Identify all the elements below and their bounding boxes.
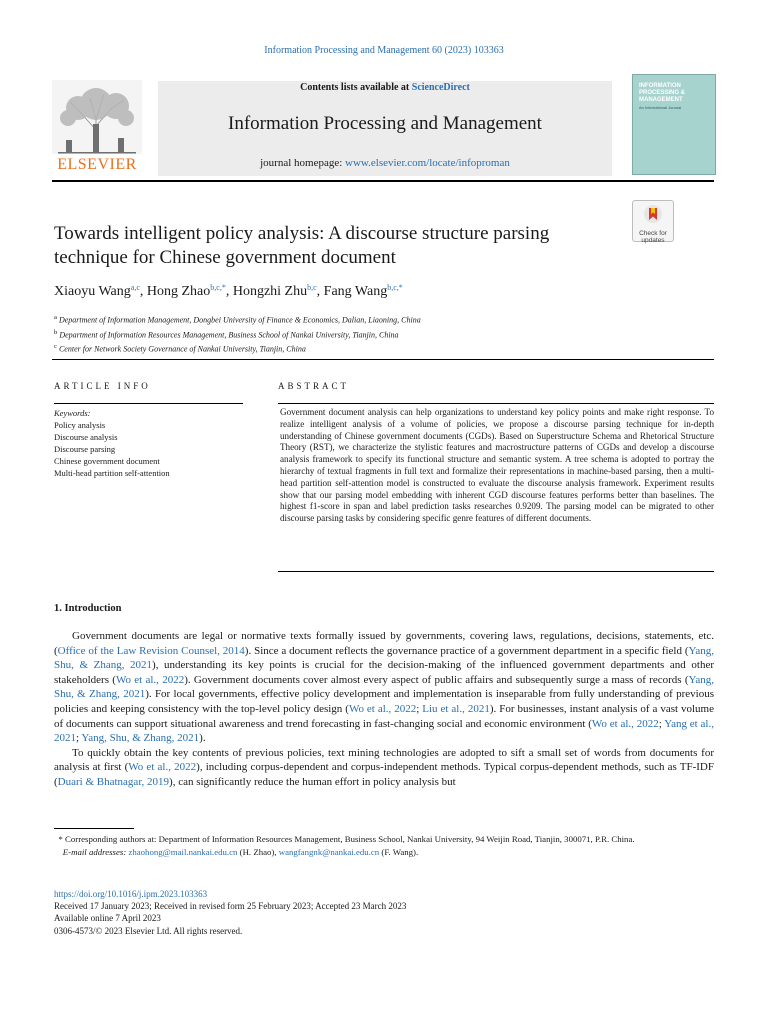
paragraph-text: ). For local governments, effective policy development and implementation is inseparable from fully understanding of previous policies and keeping consistency with the top-level policy design ( [54, 688, 714, 715]
email-link-zhao[interactable]: zhaohong@mail.nankai.edu.cn [128, 847, 238, 857]
check-for-updates-label: Check for updates [639, 230, 667, 244]
abstract-text: Government document analysis can help organizations to understand key policy points and make right response. To realize intelligent analysis of a volume of policies, we propose a discourse parsing technique for in-depth understanding of Chinese government documents (CGDs). Based on Superstructure Schema and Rhetorical Structure Theory (RST), we characterize the stylistic features and macrostructure patterns of CGDs and develop a discourse analysis framework to specify its functional structure and semantic system. A tree schema is adopted to portray the hierarchy of textual fragments in full text and formalize their representations in machine-based parsing, then a multi-head partition self-attention model is constructed to evaluate the discourse analysis framework. Experiment results show that our parsing model embedding with inherent CGD discourse features performs better than baselines. The highest f1-score in span and label prediction tasks researches 0.9209. The parsing model can be migrated to other discourse parsing tasks by considering specific genre features of different documents. [280, 407, 714, 524]
citation-link[interactable]: Duari & Bhatnagar, 2019 [57, 775, 170, 788]
paragraph-text: ). Government documents cover almost every aspect of public affairs and subsequently surge a mass of records ( [184, 673, 689, 686]
paragraph-text: ). For businesses, instant analysis of a vast volume of documents can support situational awareness and trend forecasting in fast-changing social and economic environment ( [54, 702, 714, 730]
keyword-item: Discourse analysis [54, 432, 118, 442]
email-line: E-mail addresses: zhaohong@mail.nankai.edu.cn (H. Zhao), wangfangnk@nankai.edu.cn (F. Wang). [62, 847, 419, 857]
author-name[interactable]: Hongzhi Zhu [232, 284, 308, 299]
footnote-rule [54, 828, 134, 829]
citation-link[interactable]: Yang et al., 2021 [54, 717, 714, 745]
citation-link[interactable]: Wo et al., 2022 [115, 673, 185, 686]
footnote [54, 833, 714, 859]
affiliation-key: a [54, 314, 57, 321]
affiliation-key: c [54, 343, 57, 351]
paragraph-text: ; [76, 732, 82, 745]
author-separator: , [316, 284, 324, 299]
paragraph-text: ). [199, 732, 206, 745]
paragraph-text: ), understanding its key points is crucial for the decision-making of the influenced government departments and other stakeholders ( [54, 659, 714, 686]
keywords-label: Keywords: [54, 408, 91, 418]
paragraph-text: ; [416, 702, 423, 715]
abstract-heading: ABSTRACT [278, 381, 350, 391]
cover-subtitle: An International Journal [639, 105, 682, 110]
affiliation-item [54, 327, 694, 342]
author-affiliation-marker[interactable]: a,c [130, 283, 140, 292]
article-info-rule [54, 403, 243, 404]
doi-link[interactable]: https://doi.org/10.1016/j.ipm.2023.103363 [54, 889, 208, 899]
paragraph-text: Government documents are legal or normative texts formally issued by governments, covering laws, regulations, decisions, statements, etc. ( [54, 630, 714, 657]
journal-cover-thumbnail[interactable] [632, 74, 716, 175]
introduction-paragraph [54, 629, 714, 746]
bookmark-icon [643, 204, 663, 224]
author-affiliation-marker[interactable]: b,c [307, 283, 317, 292]
paragraph-text: ), including corpus-dependent and corpus-independent methods. Typical corpus-dependent methods, such as TF-IDF ( [54, 761, 714, 788]
keyword-item: Chinese government document [54, 456, 160, 466]
introduction-heading: 1. Introduction [54, 603, 122, 614]
keyword-item: Discourse parsing [54, 444, 116, 454]
affiliation-item [54, 312, 694, 327]
author-name[interactable]: Fang Wang [323, 284, 388, 299]
article-info-heading: ARTICLE INFO [54, 381, 151, 391]
email-link-wang[interactable]: wangfangnk@nankai.edu.cn [278, 847, 380, 857]
journal-title: Information Processing and Management [228, 113, 542, 134]
citation-link[interactable]: Wo et al., 2022 [128, 761, 197, 774]
citation-link[interactable]: Yang, Shu, & Zhang, 2021 [54, 644, 714, 672]
paragraph-text: ; [658, 717, 665, 730]
copyright-line: 0306-4573/© 2023 Elsevier Ltd. All rights reserved. [54, 925, 243, 936]
author-name[interactable]: Hong Zhao [146, 284, 211, 299]
introduction-paragraph [54, 746, 714, 790]
journal-reference-link[interactable]: Information Processing and Management 60 (2023) 103363 [264, 45, 504, 56]
introduction-body [54, 629, 714, 790]
affiliation-text: Department of Information Resources Management, Business School of Nankai University, Tianjin, China [57, 330, 399, 340]
contents-prefix: Contents lists available at [300, 82, 412, 93]
keyword-item: Policy analysis [54, 420, 106, 430]
author-list [54, 284, 694, 300]
affiliation-list [54, 312, 694, 356]
abstract-bottom-rule [278, 571, 714, 572]
citation-link[interactable]: Office of the Law Revision Counsel, 2014 [57, 644, 245, 657]
affiliation-key: b [54, 328, 58, 336]
paper-title: Towards intelligent policy analysis: A discourse structure parsing technique for Chinese government document [54, 223, 550, 268]
keywords-block [54, 407, 254, 479]
journal-homepage-link[interactable]: www.elsevier.com/locate/infoproman [345, 157, 510, 169]
author-affiliation-marker[interactable]: b,c,* [387, 283, 403, 292]
homepage-prefix: journal homepage: [260, 157, 346, 169]
paragraph-text: ). Since a document reflects the governance practice of a government department in a specific field ( [244, 644, 689, 657]
affiliation-text: Department of Information Management, Dongbei University of Finance & Economics, Dalian, Liaoning, China [56, 315, 421, 325]
homepage-line [158, 157, 612, 169]
citation-link[interactable]: Yang, Shu, & Zhang, 2021 [81, 732, 200, 745]
keyword-item: Multi-head partition self-attention [54, 468, 170, 478]
keyword-list [54, 419, 254, 479]
check-for-updates-button[interactable] [632, 200, 674, 242]
paragraph-text: To quickly obtain the key contents of previous policies, text mining technologies are adopted to sift a small set of words from documents for analysis at first ( [54, 746, 714, 774]
author-affiliation-marker[interactable]: b,c,* [210, 283, 226, 292]
sciencedirect-link[interactable]: ScienceDirect [411, 82, 470, 93]
abstract-rule [278, 403, 714, 404]
cover-title: INFORMATION PROCESSING & MANAGEMENT [639, 83, 686, 103]
affiliation-item [54, 341, 694, 356]
title-rule [52, 359, 714, 360]
citation-link[interactable]: Yang, Shu, & Zhang, 2021 [54, 673, 714, 701]
citation-link[interactable]: Wo et al., 2022 [591, 717, 659, 730]
header-rule [52, 180, 714, 182]
author-separator: , [139, 284, 147, 299]
citation-link[interactable]: Liu et al., 2021 [422, 702, 490, 715]
contents-line [158, 82, 612, 93]
citation-link[interactable]: Wo et al., 2022 [348, 702, 417, 715]
available-online: Available online 7 April 2023 [54, 913, 161, 924]
author-separator: , [225, 284, 233, 299]
received-dates: Received 17 January 2023; Received in revised form 25 February 2023; Accepted 23 March 2023 [54, 901, 407, 912]
publication-info [54, 888, 714, 937]
corresponding-author-note: * Corresponding authors at: Department of Information Resources Management, Business School, Nankai University, 94 Weijin Road, Tianjin, 300071, P.R. China. [54, 834, 635, 844]
author-name[interactable]: Xiaoyu Wang [54, 284, 131, 299]
email-label: E-mail addresses: [62, 847, 127, 857]
paragraph-text: ), can significantly reduce the human effort in policy analysis but [169, 775, 456, 788]
elsevier-wordmark: ELSEVIER [57, 156, 137, 173]
affiliation-text: Center for Network Society Governance of Nankai University, Tianjin, China [56, 344, 306, 354]
